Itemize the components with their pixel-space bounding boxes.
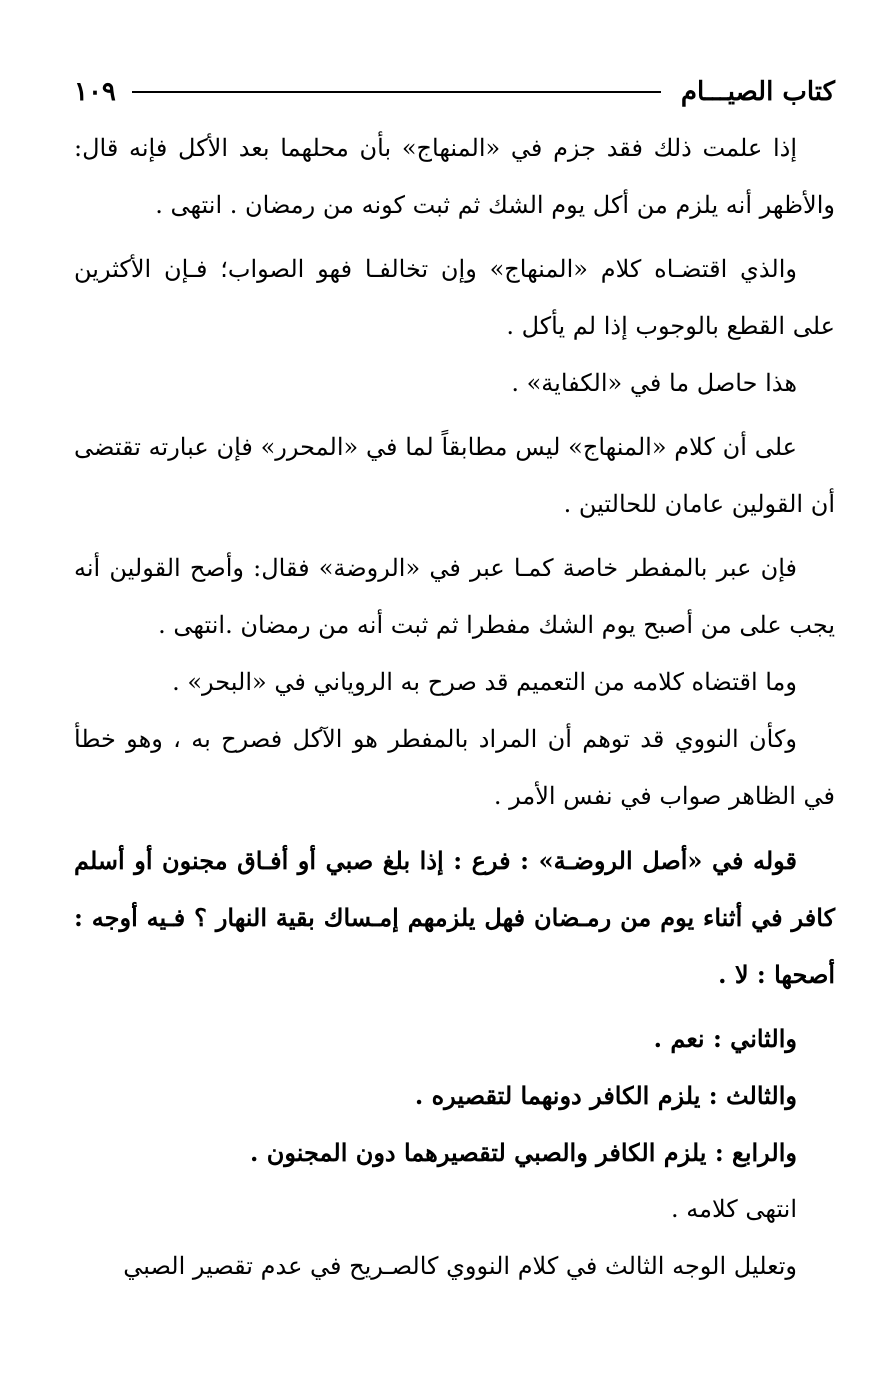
paragraph: هذا حاصل ما في «الكفاية» . xyxy=(511,369,797,397)
page-body xyxy=(74,120,835,1295)
paragraph: وكأن النووي قد توهم أن المراد بالمفطر هو الآكل فصرح به ، وهو خطأ في الظاهر صواب في نفس الأمر . xyxy=(74,725,835,810)
paragraph: وتعليل الوجه الثالث في كلام النووي كالصـريح في عدم تقصير الصبي xyxy=(123,1252,797,1280)
quoted-passage: قوله في «أصل الروضـة» : فرع : إذا بلغ صبي أو أفـاق مجنون أو أسلم كافر في أثناء يوم من رمـضان فهل يلزمهم إمـساك بقية النهار ؟ فـيه أوجه : أصحها : لا . xyxy=(74,846,835,989)
paragraph: على أن كلام «المنهاج» ليس مطابقاً لما في «المحرر» فإن عبارته تقتضى أن القولين عامان للحالتين . xyxy=(74,433,835,518)
header-rule xyxy=(132,91,661,93)
paragraph: انتهى كلامه . xyxy=(670,1195,797,1223)
paragraph: فإن عبر بالمفطر خاصة كمـا عبر في «الروضة» فقال: وأصح القولين أنه يجب على من أصبح يوم الشك مفطرا ثم ثبت أنه من رمضان .انتهى . xyxy=(74,554,835,639)
page-number: ١٠٩ xyxy=(74,77,116,107)
quoted-passage: والثالث : يلزم الكافر دونهما لتقصيره . xyxy=(414,1081,797,1110)
quoted-passage: والثاني : نعم . xyxy=(653,1024,797,1053)
paragraph: وما اقتضاه كلامه من التعميم قد صرح به الروياني في «البحر» . xyxy=(172,668,797,696)
paragraph: والذي اقتضـاه كلام «المنهاج» وإن تخالفـا فهو الصواب؛ فـإن الأكثرين على القطع بالوجوب إذا لم يأكل . xyxy=(74,255,835,340)
running-header xyxy=(74,72,835,112)
running-title: كتاب الصيـــام xyxy=(680,77,835,107)
paragraph: إذا علمت ذلك فقد جزم في «المنهاج» بأن محلهما بعد الأكل فإنه قال: والأظهر أنه يلزم من أكل يوم الشك ثم ثبت كونه من رمضان . انتهى . xyxy=(74,134,835,219)
quoted-passage: والرابع : يلزم الكافر والصبي لتقصيرهما دون المجنون . xyxy=(250,1138,797,1167)
